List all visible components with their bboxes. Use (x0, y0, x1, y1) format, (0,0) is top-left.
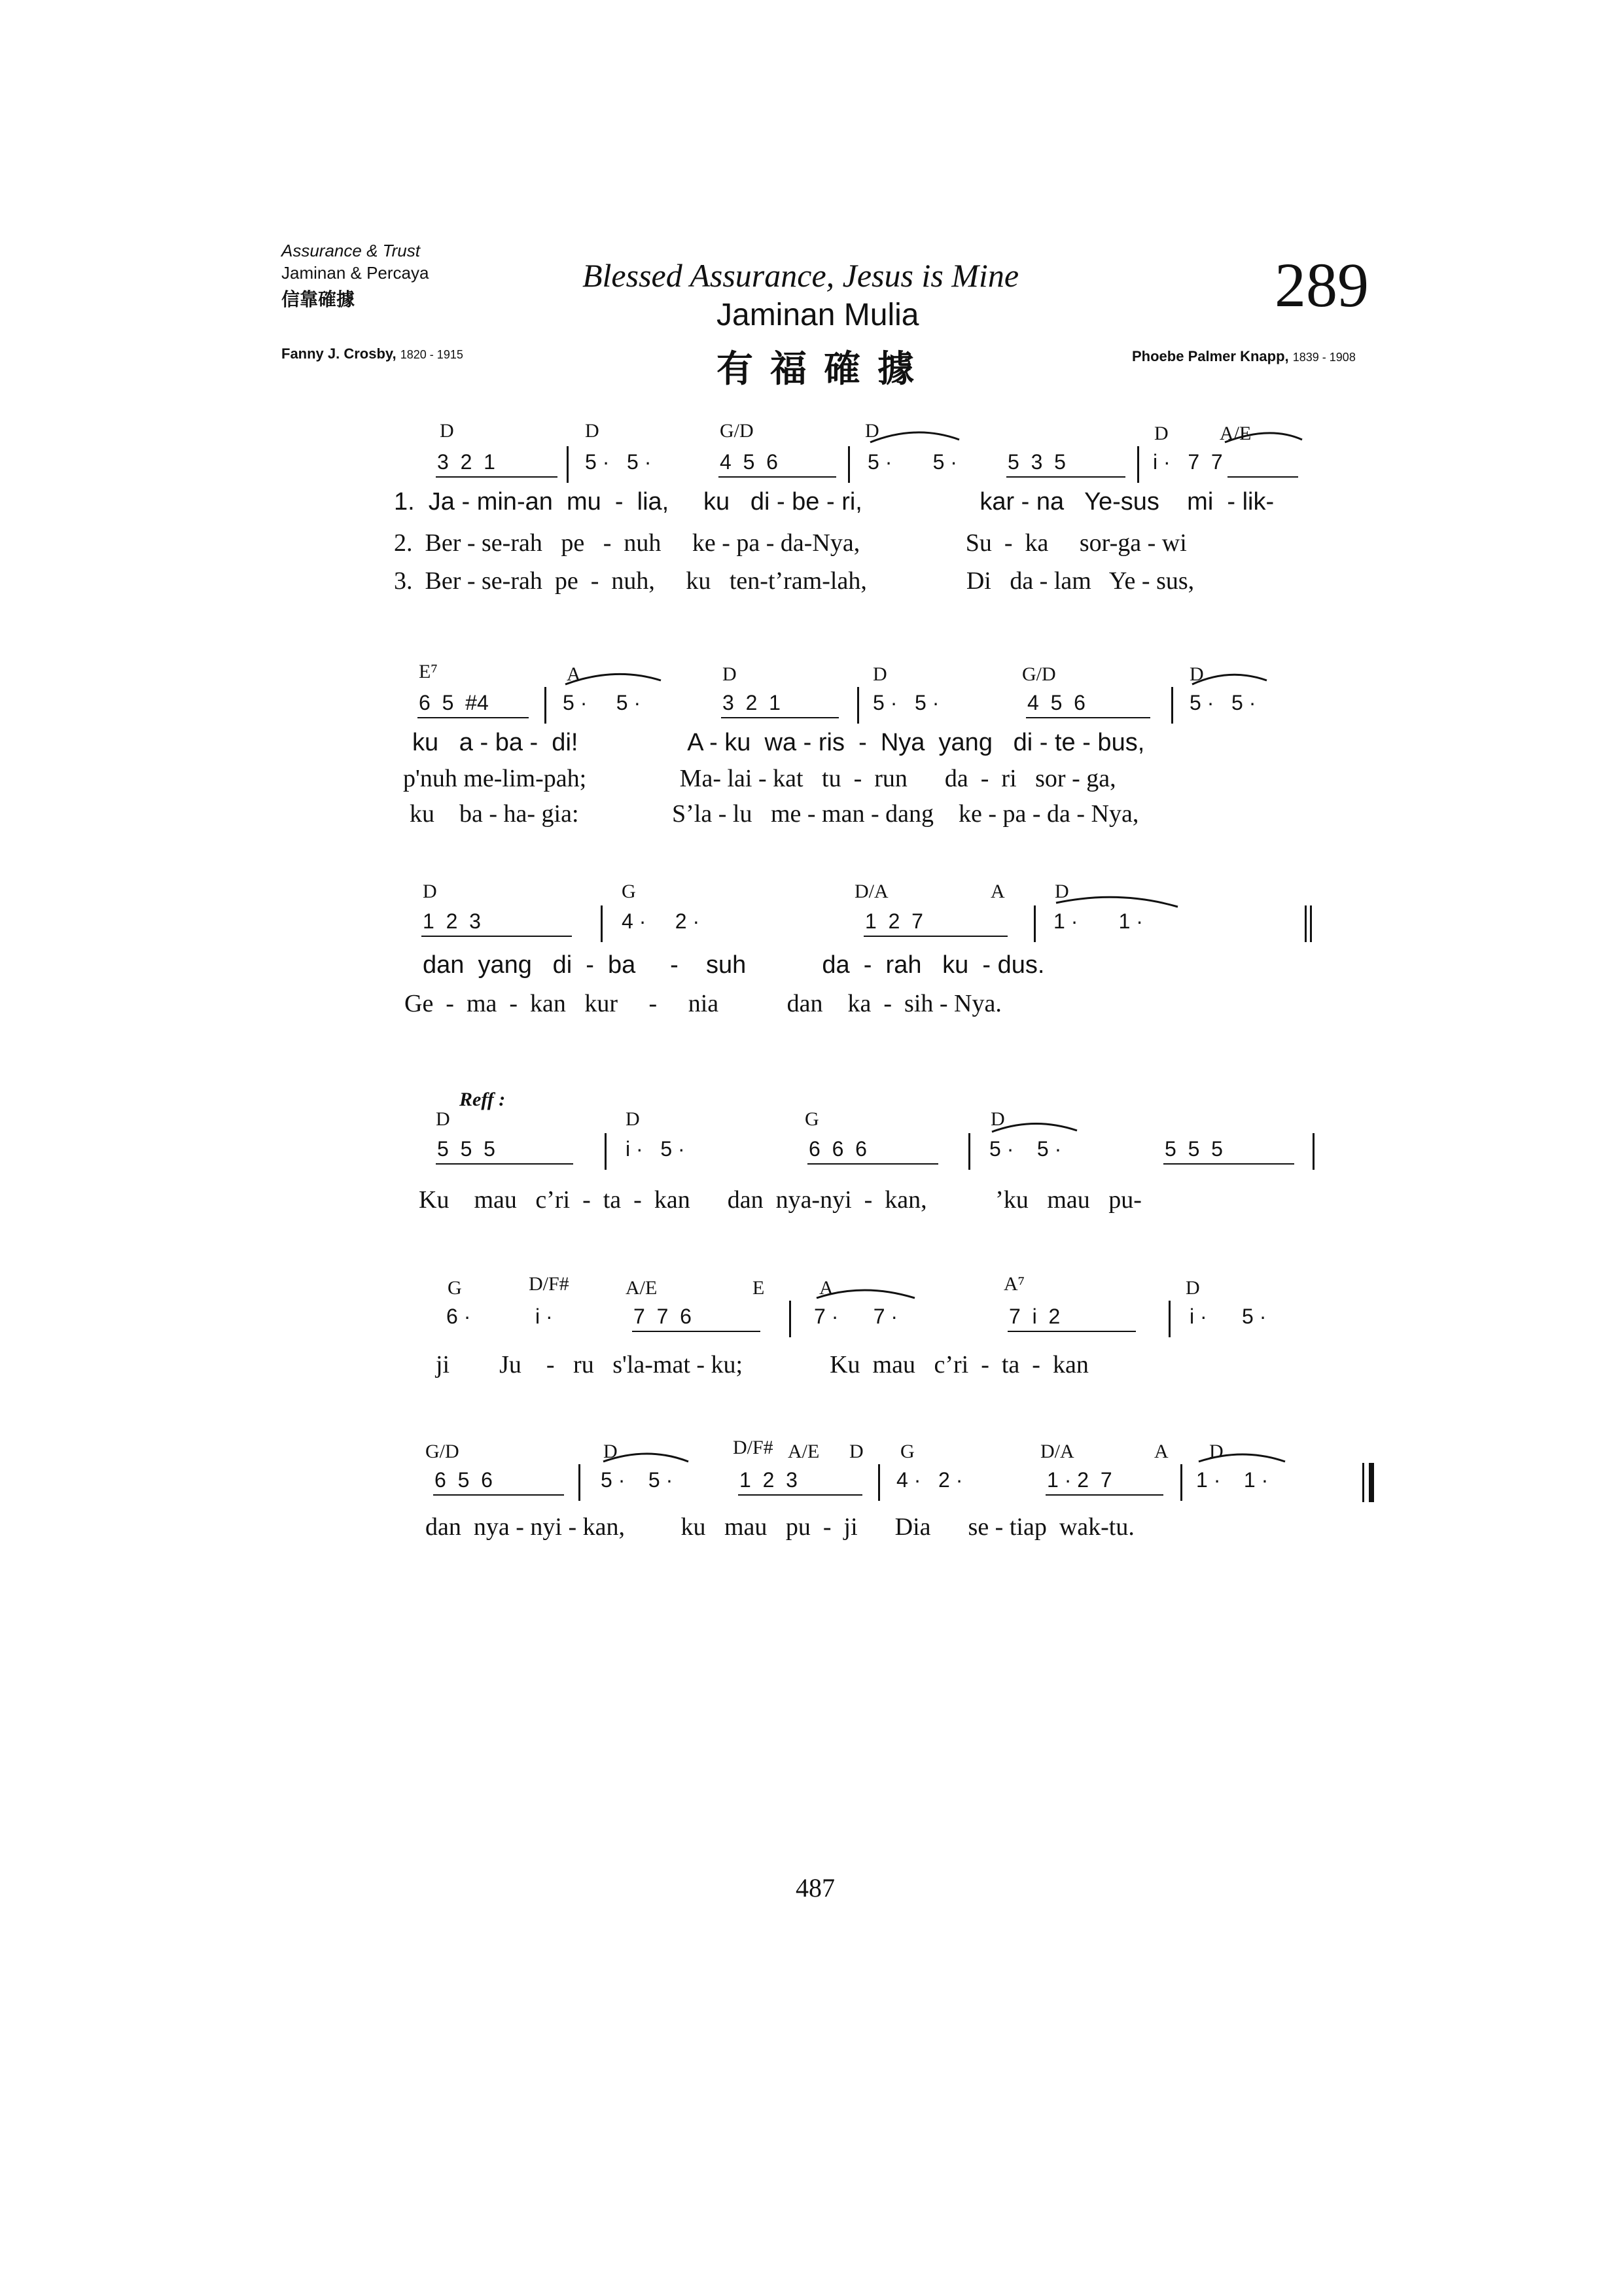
note-group: 6 5 6 (434, 1468, 493, 1492)
lyric-line: Ge - ma - kan kur - nia dan ka - sih - Nya. (404, 990, 1002, 1017)
note-group: 1 2 3 (423, 909, 481, 933)
lyricist-years: 1820 - 1915 (400, 348, 463, 361)
title-english: Blessed Assurance, Jesus is Mine (582, 257, 1019, 294)
chord: A (567, 663, 581, 685)
chord: D (1186, 1277, 1200, 1299)
note-group: 5 · 5 · (585, 450, 652, 474)
note-group: 4 5 6 (720, 450, 778, 474)
chord: D (865, 420, 879, 442)
chord: G/D (720, 420, 754, 442)
chord: A (991, 881, 1005, 902)
chord: A/E (626, 1277, 658, 1299)
note-group: 5 · 5 · (1190, 691, 1256, 714)
chord: D (1190, 663, 1204, 685)
hymn-number: 289 (1275, 250, 1369, 320)
chord: D (722, 663, 737, 685)
lyric-line: ji Ju - ru s'la-mat - ku; Ku mau c’ri - ta - kan (436, 1351, 1089, 1378)
chord: D/F# (733, 1437, 773, 1458)
composer-years: 1839 - 1908 (1292, 351, 1356, 364)
chord: G/D (425, 1441, 459, 1462)
category-zh: 信靠確據 (281, 289, 355, 310)
chord: D (585, 420, 599, 442)
note-group: 3 2 1 (437, 450, 495, 474)
tie-mark (603, 1454, 688, 1462)
tie-mark (992, 1123, 1077, 1132)
note-group: 5 5 5 (437, 1137, 495, 1161)
lyricist-name: Fanny J. Crosby, (281, 345, 397, 362)
page-number: 487 (796, 1873, 835, 1903)
chord: E (752, 1277, 765, 1299)
lyric-line: dan yang di - ba - suh da - rah ku - dus. (423, 951, 1045, 979)
note-group: 1 2 3 (739, 1468, 798, 1492)
chord: E⁷ (419, 661, 438, 682)
note-group: 1 2 7 (865, 909, 923, 933)
note-group: 7 7 6 (633, 1305, 692, 1328)
title-indonesian: Jaminan Mulia (716, 298, 919, 332)
tie-mark (870, 432, 959, 442)
title-chinese: 有福確據 (716, 348, 931, 391)
lyric-line: Ku mau c’ri - ta - kan dan nya-nyi - kan, ’ku mau pu- (419, 1186, 1142, 1214)
tie-mark (1225, 433, 1302, 442)
category-id: Jaminan & Percaya (281, 263, 429, 283)
note-group: 5 · 5 · (601, 1468, 673, 1492)
chord: A/E (1220, 423, 1252, 444)
note-group: 1 · 1 · (1053, 909, 1143, 933)
chord: D (423, 881, 437, 902)
chord: G (900, 1441, 915, 1462)
chord: D (849, 1441, 864, 1462)
note-group: 5 · 5 · (873, 691, 940, 714)
category-en: Assurance & Trust (281, 241, 420, 260)
note-group: 5 · 5 · (868, 450, 957, 474)
chord: G (622, 881, 636, 902)
chord: G/D (1022, 663, 1056, 685)
chord: D (440, 420, 454, 442)
note-group: 6 5 #4 (419, 691, 489, 714)
chord: A (1154, 1441, 1169, 1462)
lyric-line: 3. Ber - se-rah pe - nuh, ku ten-t’ram-lah, Di da - lam Ye - sus, (394, 567, 1195, 595)
lyric-line: dan nya - nyi - kan, ku mau pu - ji Dia se - tiap wak-tu. (425, 1513, 1135, 1541)
chord: A/E (788, 1441, 820, 1462)
tie-mark (1192, 675, 1267, 684)
lyric-line: 1. Ja - min-an mu - lia, ku di - be - ri, kar - na Ye-sus mi - lik- (394, 488, 1275, 516)
note-group: 4 · 2 · (622, 909, 700, 933)
chord: D (991, 1108, 1005, 1130)
chord: D (436, 1108, 450, 1130)
note-group: 5 · 5 · (989, 1137, 1062, 1161)
note-group: 7 · 7 · (814, 1305, 898, 1328)
chord: D (873, 663, 887, 685)
note-group: 1 · 2 7 (1047, 1468, 1112, 1492)
chord: D/F# (529, 1273, 569, 1295)
note-group: 5 5 5 (1165, 1137, 1223, 1161)
chord: A (819, 1277, 834, 1299)
lyric-line: ku ba - ha- gia: S’la - lu me - man - dang ke - pa - da - Nya, (410, 800, 1139, 828)
tie-mark (1199, 1454, 1285, 1462)
lyric-line: p'nuh me-lim-pah; Ma- lai - kat tu - run da - ri sor - ga, (403, 765, 1116, 792)
note-group: i · 7 7 (1153, 450, 1223, 474)
chord: G (805, 1108, 819, 1130)
chord: D (626, 1108, 640, 1130)
chord: D (1055, 881, 1069, 902)
refrain-label: Reff : (459, 1089, 506, 1110)
note-group: 6 · (446, 1305, 471, 1328)
note-group: i · 5 · (626, 1137, 685, 1161)
note-group: i · 5 · (1190, 1305, 1267, 1328)
chord: G (448, 1277, 462, 1299)
chord: D (1209, 1441, 1224, 1462)
note-group: 4 · 2 · (896, 1468, 963, 1492)
chord: D/A (855, 881, 889, 902)
note-group: 5 3 5 (1008, 450, 1066, 474)
chord: D (1154, 423, 1169, 444)
lyric-line: 2. Ber - se-rah pe - nuh ke - pa - da-Nya, Su - ka sor-ga - wi (394, 529, 1187, 557)
note-group: 6 6 6 (809, 1137, 867, 1161)
composer-name: Phoebe Palmer Knapp, (1132, 348, 1289, 364)
tie-mark (1056, 897, 1178, 907)
tie-mark (817, 1290, 915, 1298)
chord: D (603, 1441, 618, 1462)
note-group: i · (535, 1305, 553, 1328)
note-group: 3 2 1 (722, 691, 781, 714)
chord: D/A (1040, 1441, 1074, 1462)
tie-mark (565, 674, 661, 684)
lyric-line: ku a - ba - di! A - ku wa - ris - Nya yang di - te - bus, (412, 729, 1145, 756)
note-group: 5 · 5 · (563, 691, 641, 714)
note-group: 4 5 6 (1027, 691, 1086, 714)
note-group: 7 i 2 (1009, 1305, 1061, 1328)
chord: A⁷ (1004, 1273, 1025, 1295)
note-group: 1 · 1 · (1196, 1468, 1269, 1492)
